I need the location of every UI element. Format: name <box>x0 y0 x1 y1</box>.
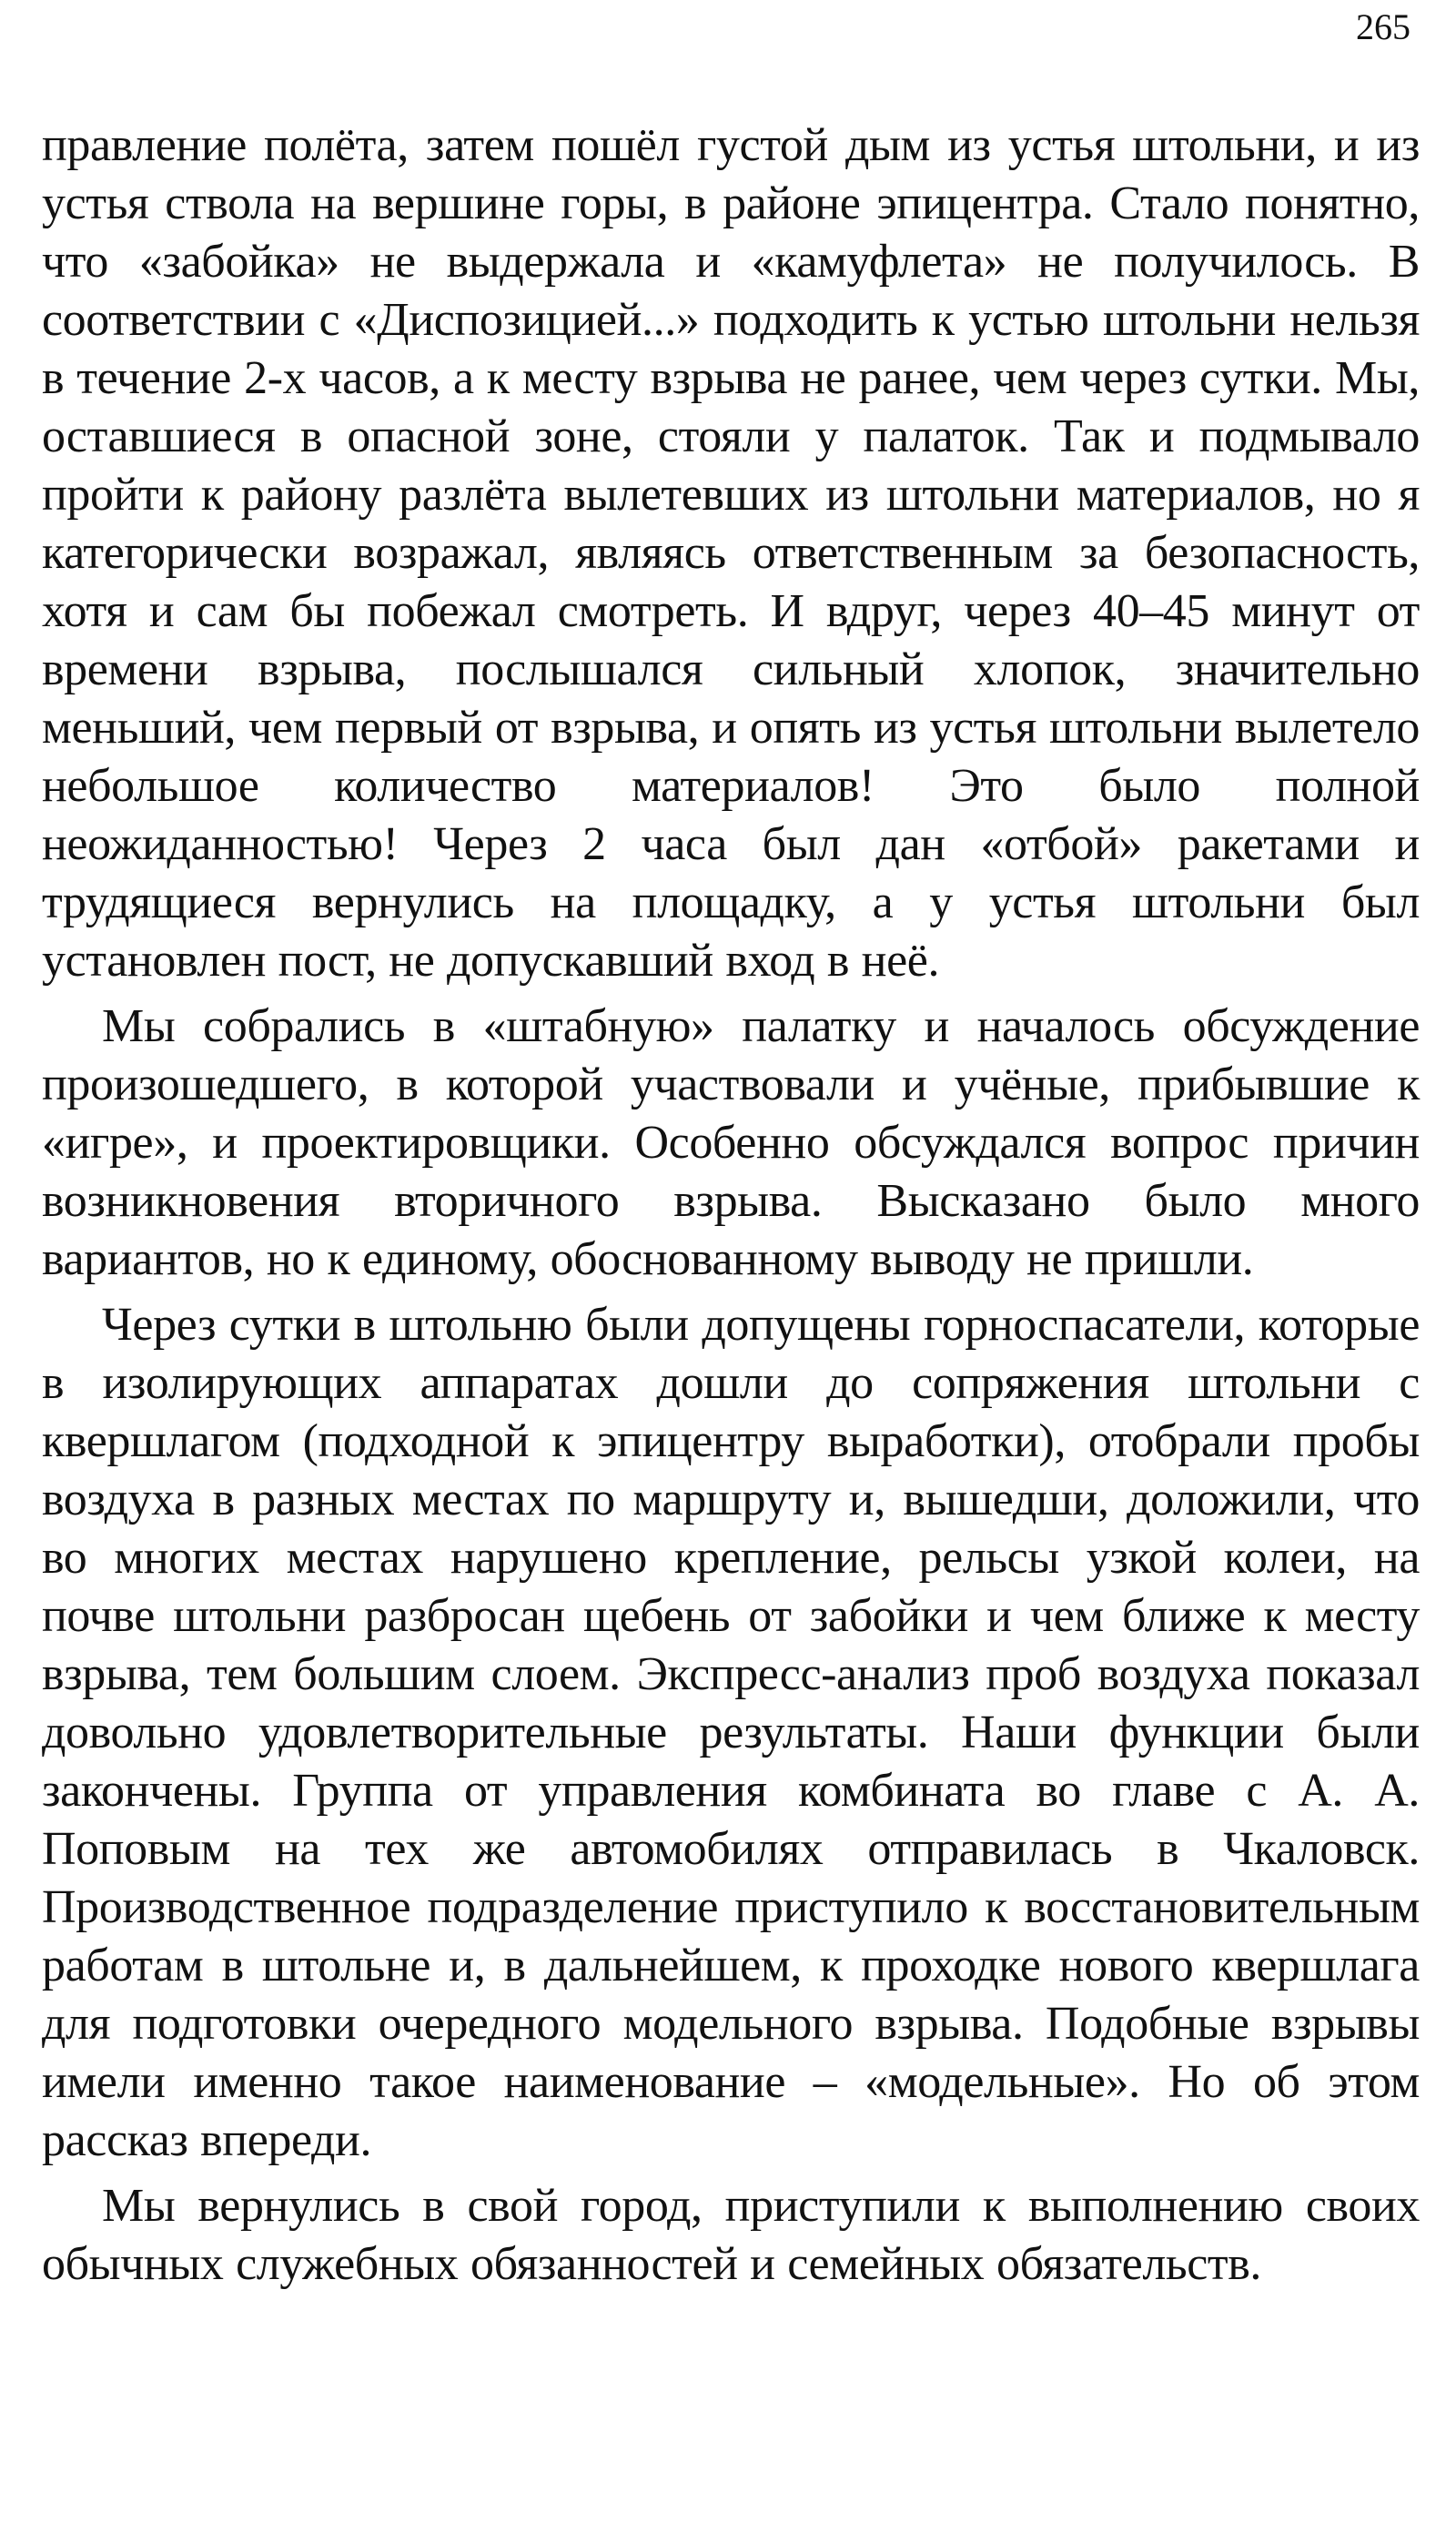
paragraph: Мы собрались в «штабную» палатку и началось обсуждение произошедшего, в которой участвовали и учёные, прибывшие к «игре», и проектировщики. Особенно обсуждался вопрос причин возникновения вторичного взрыва. Высказано было много вариантов, но к единому, обоснованному выводу не пришли. <box>42 1000 1420 1285</box>
paragraph: Мы вернулись в свой город, приступили к выполнению своих обычных служебных обязанностей и семейных обязательств. <box>42 2180 1420 2290</box>
paragraph: правление полёта, затем пошёл густой дым из устья штольни, и из устья ствола на вершине горы, в районе эпицентра. Стало понятно, что «забойка» не выдержала и «камуфлета» не получилось. В соответствии с «Диспозицией...» подходить к устью штольни нельзя в течение 2-х часов, а к месту взрыва не ранее, чем через сутки. Мы, оставшиеся в опасной зоне, стояли у палаток. Так и подмывало пройти к району разлёта вылетевших из штольни материалов, но я категорически возражал, являясь ответственным за безопасность, хотя и сам бы побежал смотреть. И вдруг, через 40–45 минут от времени взрыва, послышался сильный хлопок, значительно меньший, чем первый от взрыва, и опять из устья штольни вылетело небольшое количество материалов! Это было полной неожиданностью! Через 2 часа был дан «отбой» ракетами и трудящиеся вернулись на площадку, а у устья штольни был установлен пост, не допускавший вход в неё. <box>42 119 1420 987</box>
body-text <box>42 117 1420 2294</box>
paragraph: Через сутки в штольню были допущены горноспасатели, которые в изолирующих аппаратах дошли до сопряжения штольни с квершлагом (подходной к эпицентру выработки), отобрали пробы воздуха в разных местах по маршруту и, вышедши, доложили, что во многих местах нарушено крепление, рельсы узкой колеи, на почве штольни разбросан щебень от забойки и чем ближе к месту взрыва, тем большим слоем. Экспресс-анализ проб воздуха показал довольно удовлетворительные результаты. Наши функции были закончены. Группа от управления комбината во главе с А. А. Поповым на тех же автомобилях отправилась в Чкаловск. Производственное подразделение приступило к восстановительным работам в штольне и, в дальнейшем, к проходке нового квершлага для подготовки очередного модельного взрыва. Подобные взрывы имели именно такое наименование – «модельные». Но об этом рассказ впереди. <box>42 1299 1420 2166</box>
page-number: 265 <box>1356 6 1410 47</box>
